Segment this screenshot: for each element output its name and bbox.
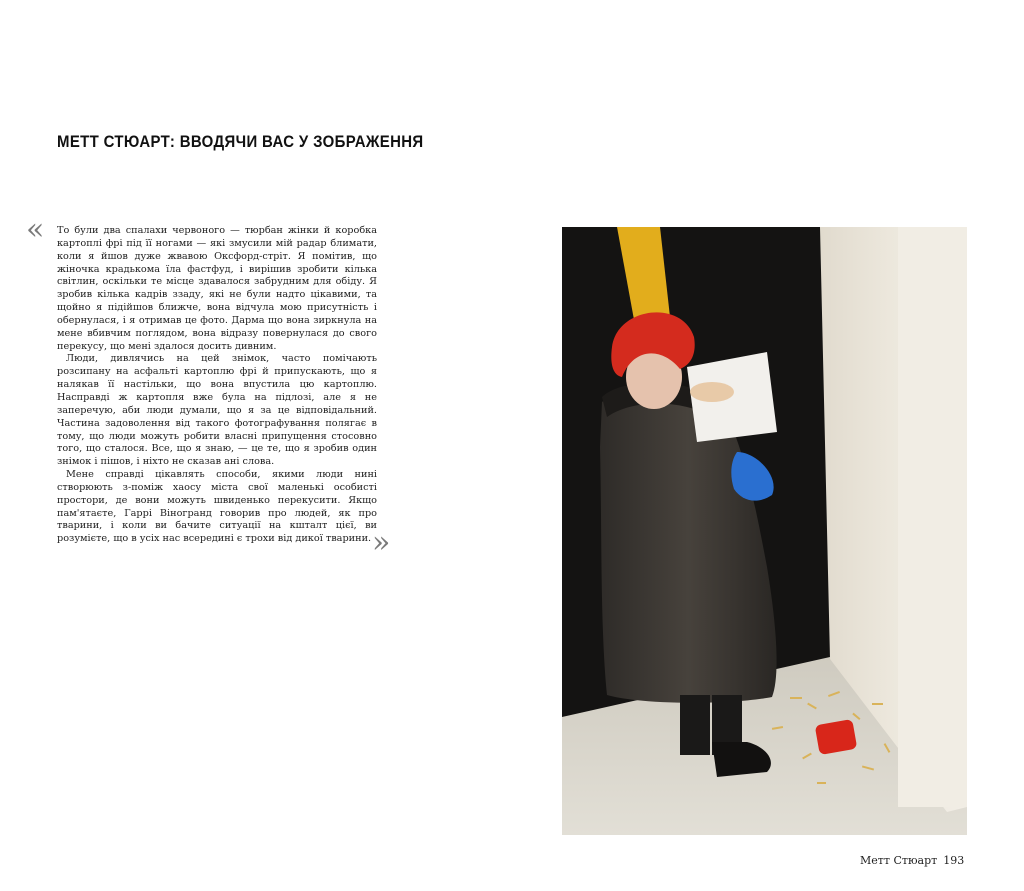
page-footer — [860, 854, 964, 867]
left-leg — [680, 695, 710, 755]
wall-pillar — [898, 227, 967, 807]
hand — [690, 382, 734, 402]
closing-quote-mark: » — [372, 525, 391, 560]
running-head: Метт Стюарт — [860, 854, 938, 867]
street-photo — [562, 227, 967, 835]
paragraph-3: Мене справді цікавлять способи, якими люди нині створюють з-поміж хаосу міста свої маленькі особисті простори, де вони можуть швиденько перекусити. Якщо пам'ятаєте, Гаррі Віногранд говорив про людей, як про тварини, і коли ви бачите ситуації на кшталт цієї, ви розумієте, що в усіх нас всередині є трохи від дикої тварини. — [57, 469, 377, 545]
article-title: МЕТТ СТЮАРТ: ВВОДЯЧИ ВАС У ЗОБРАЖЕННЯ — [57, 132, 424, 151]
page-number: 193 — [943, 854, 965, 867]
opening-quote-mark: « — [26, 212, 45, 247]
paragraph-2: Люди, дивлячись на цей знімок, часто помічають розсипану на асфальті картоплю фрі й припускають, що я налякав її настільки, що вона впустила цю картоплю. Насправді ж картопля вже була на підлозі, але я не заперечую, аби люди думали, що я за це відповідальний. Частина задоволення від такого фотографування полягає в тому, що люди можуть робити власні припущення стосовно того, що сталося. Все, що я знаю, — це те, що я зробив один знімок і пішов, і ніхто не сказав ані слова. — [57, 353, 377, 468]
paragraph-1: То були два спалахи червоного — тюрбан жінки й коробка картоплі фрі під її ногами — які змусили мій радар блимати, коли я йшов дуже жвавою Оксфорд-стріт. Я помітив, що жіночка крадькома їла фастфуд, і вирішив зробити кілька світлин, оскільки те місце здавалося забрудним для обіду. Я зробив кілька кадрів ззаду, які не були надто цікавими, та щойно я підійшов ближче, вона відчула мою присутність і обернулася, і я отримав це фото. Дарма що вона зиркнула на мене вбивчим поглядом, вона відразу повернулася до свого перекусу, що мені здалося досить дивним. — [57, 225, 377, 352]
article-body — [57, 225, 377, 546]
